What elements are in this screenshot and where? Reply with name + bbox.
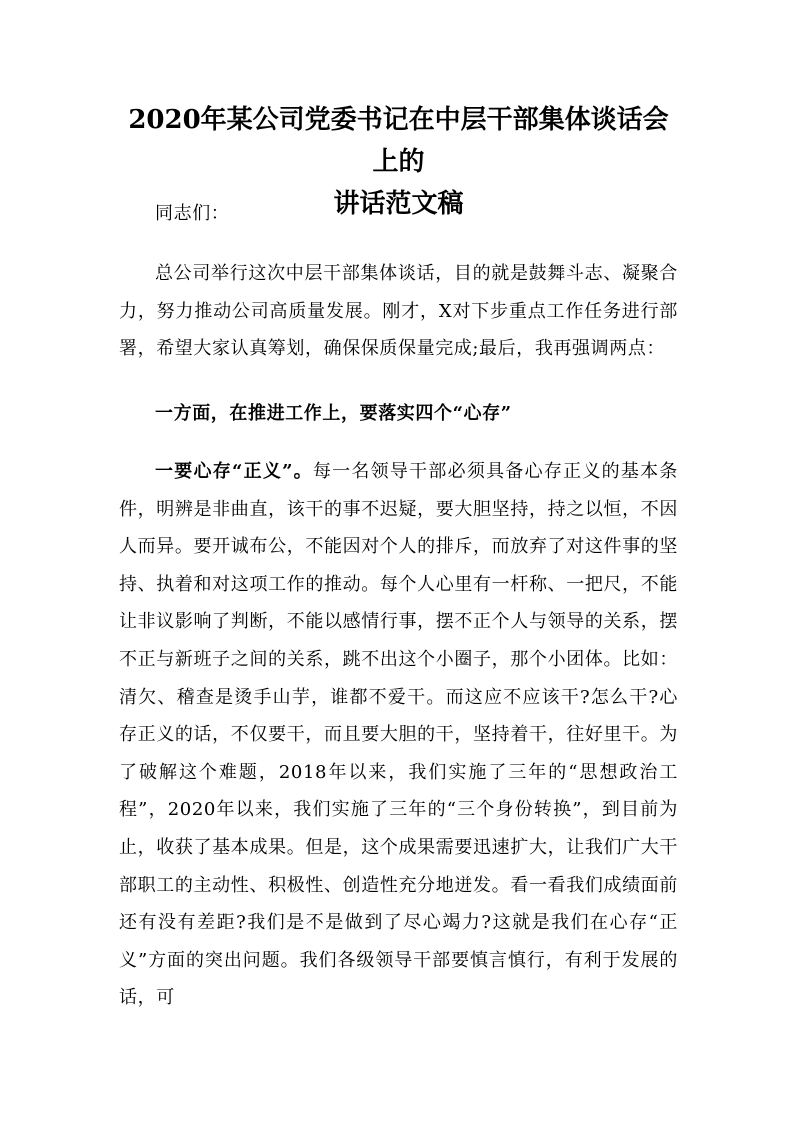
body-lead-text: 一要心存“正义”。 (155, 461, 313, 482)
title-line-2: 讲话范文稿 (333, 189, 464, 219)
body-text: 每一名领导干部必须具备心存正义的基本条件，明辨是非曲直，该干的事不迟疑，要大胆坚持，持之以恒，不因人而异。要开诚布公，不能因对个人的排斥，而放弃了对这件事的坚持、执着和对这项工作的推动。每个人心里有一杆称、一把尺，不能让非议影响了判断，不能以感情行事，摆不正个人与领导的关系，摆不正与新班子之间的关系，跳不出这个小圈子，那个小团体。比如：清欠、稽查是烫手山芋，谁都不爱干。而这应不应该干?怎么干?心存正义的话，不仅要干，而且要大胆的干，坚持着干，往好里干。为了破解这个难题，2018年以来，我们实施了三年的“思想政治工程”，2020年以来，我们实施了三年的“三个身份转换”，到目前为止，收获了基本成果。但是，这个成果需要迅速扩大，让我们广大干部职工的主动性、积极性、创造性充分地迸发。看一看我们成绩面前还有没有差距?我们是不是做到了尽心竭力?这就是我们在心存“正义”方面的突出问题。我们各级领导干部要慎言慎行，有利于发展的话，可 (119, 461, 678, 1009)
title-line-1: 2020年某公司党委书记在中层干部集体谈话会上的 (128, 105, 669, 177)
body-paragraph (119, 453, 678, 1017)
greeting-paragraph: 同志们： (155, 203, 230, 224)
section-heading: 一方面，在推进工作上，要落实四个“心存” (155, 403, 512, 424)
intro-paragraph: 总公司举行这次中层干部集体谈话，目的就是鼓舞斗志、凝聚合力，努力推动公司高质量发展。刚才，X对下步重点工作任务进行部署，希望大家认真筹划，确保保质保量完成;最后，我再强调两点： (119, 263, 678, 360)
